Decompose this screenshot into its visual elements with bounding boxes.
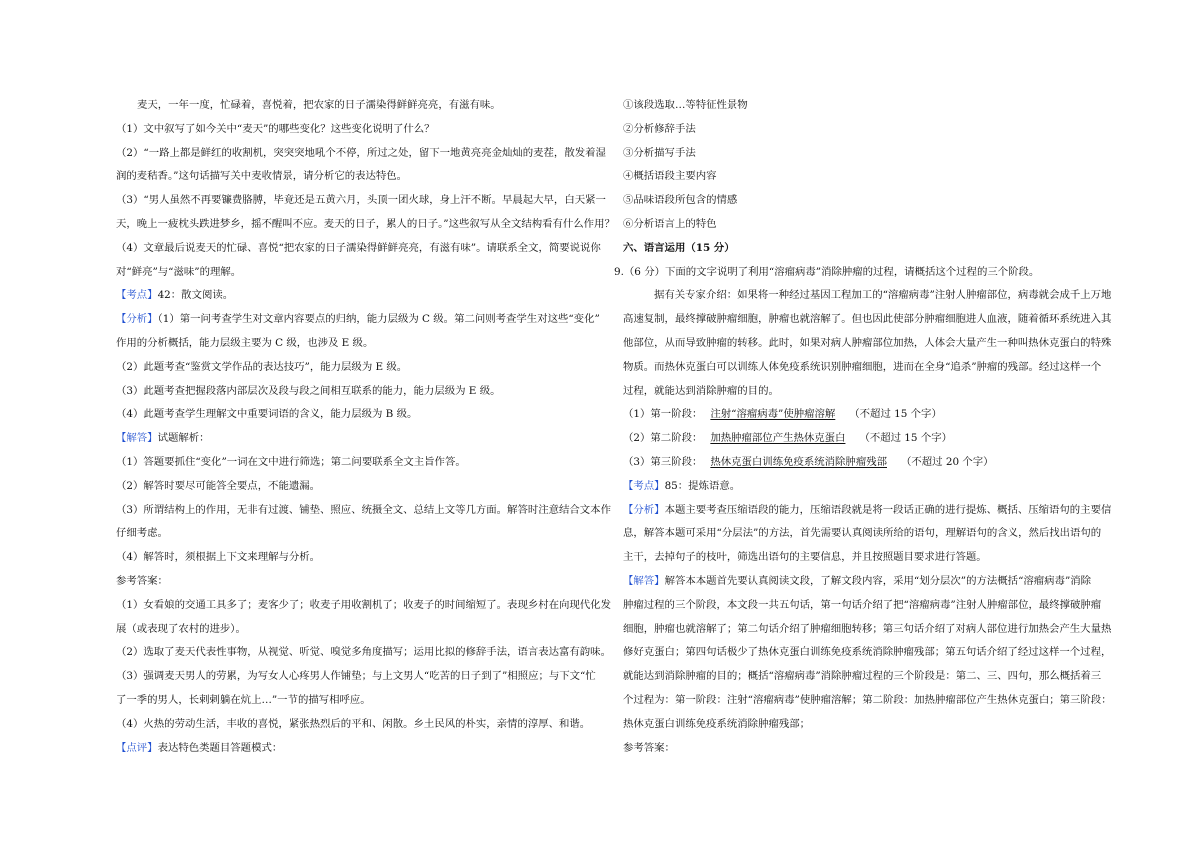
question-9: 9.（6 分）下面的文字说明了利用“溶瘤病毒”消除肿瘤的过程，请概括这个过程的三个阶段。 bbox=[614, 265, 1040, 278]
line-text: （2）解答时要尽可能答全要点，不能遗漏。 bbox=[116, 479, 321, 492]
passage-line: 据有关专家介绍：如果将一种经过基因工程加工的“溶瘤病毒”注射人肿瘤部位，病毒就会成千上万地 bbox=[654, 289, 1112, 302]
text-line bbox=[116, 641, 611, 665]
line-text: 麦天，一年一度，忙碌着，喜悦着，把农家的日子濡染得鲜鲜亮亮，有滋有味。 bbox=[137, 99, 501, 111]
line-text: （3）此题考查把握段落内部层次及段与段之间相互联系的能力，能力层级为 E 级。 bbox=[116, 384, 501, 397]
text-line bbox=[116, 570, 589, 594]
line-text: （4）此题考查学生理解文中重要词语的含义，能力层级为 B 级。 bbox=[116, 408, 418, 421]
line-text: （1）答题要抓住“变化”一词在文中进行筛选；第二问要联系全文主旨作答。 bbox=[116, 455, 466, 468]
left-column bbox=[116, 94, 615, 760]
text-line bbox=[623, 594, 1102, 618]
text-line bbox=[116, 356, 589, 380]
text-line bbox=[623, 737, 1086, 761]
passage-line: 物质。而热休克蛋白可以训练人体免疫系统识别肿瘤细胞，进而在全身“追杀”肿瘤的残部。经过这样一个 bbox=[623, 360, 1102, 373]
line-text: （1）女看娘的交通工具多了；麦客少了；收麦子用收割机了；收麦子的时间缩短了。表现乡村在向现代化发 bbox=[116, 598, 611, 611]
line-text: 息，解答本题可采用“分层法”的方法，首先需要认真阅读所给的语句，理解语句的含义，然后找出语句的 bbox=[623, 527, 1102, 540]
line-text: （2）此题考查“鉴赏文学作品的表达技巧”，能力层级为 E 级。 bbox=[116, 360, 408, 373]
line-text: 表达特色类题目答题模式： bbox=[157, 741, 283, 754]
line-text: 展（或表现了农村的进步）。 bbox=[116, 622, 246, 635]
text-line bbox=[116, 165, 589, 189]
text-line bbox=[623, 546, 1086, 570]
line-text: 作用的分析概括，能力层级主要为 C 级，也涉及 E 级。 bbox=[116, 336, 374, 349]
line-text: 本题主要考查压缩语段的能力，压缩语段就是将一段话正确的进行提炼、概括、压缩语句的主要信 bbox=[664, 503, 1112, 516]
line-text: 仔细考虑。 bbox=[116, 527, 168, 540]
list-item: ①该段选取…等特征性景物 bbox=[623, 99, 748, 111]
text-line bbox=[116, 142, 606, 166]
section-tag: 【点评】 bbox=[116, 741, 158, 754]
line-text: （2）选取了麦天代表性事物，从视觉、听觉、嗅觉多角度描写；运用比拟的修辞手法，语言表达富有韵味。 bbox=[116, 646, 611, 659]
text-line bbox=[116, 380, 589, 404]
text-line bbox=[116, 522, 589, 546]
text-line bbox=[116, 451, 589, 475]
text-line bbox=[116, 261, 589, 285]
line-text: 肿瘤过程的三个阶段，本文段一共五句话，第一句话介绍了把“溶瘤病毒”注射人肿瘤部位，最终撑破肿瘤 bbox=[623, 598, 1102, 611]
section-heading: 六、语言运用（15 分） bbox=[623, 241, 735, 254]
passage-line: 他部位，从而导致肿瘤的转移。此时，如果对病人肿瘤部位加热，人体会大量产生一种叫热休克蛋白的特殊 bbox=[623, 336, 1112, 349]
text-line bbox=[116, 427, 589, 451]
section-tag: 【分析】 bbox=[623, 503, 665, 516]
text-line bbox=[116, 689, 589, 713]
stage-label: （2）第二阶段： bbox=[623, 432, 703, 445]
line-text: 热休克蛋白训练免疫系统消除肿瘤残部； bbox=[623, 717, 811, 730]
text-line bbox=[623, 522, 1102, 546]
list-item: ④概括语段主要内容 bbox=[623, 170, 717, 183]
text-line bbox=[116, 189, 606, 213]
line-text: 个过程为：第一阶段：注射“溶瘤病毒”使肿瘤溶解；第二阶段：加热肿瘤部位产生热休克蛋白；第三阶段： bbox=[623, 693, 1112, 706]
stage-line bbox=[623, 427, 1086, 451]
text-line bbox=[116, 618, 589, 642]
list-item: ③分析描写手法 bbox=[623, 146, 696, 159]
stage-line bbox=[623, 451, 1086, 475]
passage-line: 过程，就能达到消除肿瘤的目的。 bbox=[623, 384, 779, 397]
section-tag: 【解答】 bbox=[116, 432, 158, 445]
stage-answer: 加热肿瘤部位产生热休克蛋白 bbox=[710, 432, 846, 445]
stage-label: （1）第一阶段： bbox=[623, 408, 703, 421]
text-line bbox=[116, 665, 596, 689]
list-item: ⑥分析语言上的特色 bbox=[623, 217, 717, 230]
line-text: 对“鲜亮”与“滋味”的理解。 bbox=[116, 265, 242, 278]
list-item: ②分析修辞手法 bbox=[623, 122, 696, 135]
text-line bbox=[116, 118, 589, 142]
text-line bbox=[116, 332, 589, 356]
line-text: （1）第一问考查学生对文章内容要点的归纳，能力层级为 C 级。第二问则考查学生对这些“变化” bbox=[157, 313, 600, 326]
text-line bbox=[116, 213, 615, 237]
stage-limit: （不超过 20 个字） bbox=[901, 455, 994, 468]
line-text: 天，晚上一疲枕头跌进梦乡，摇不醒叫不应。麦天的日子，累人的日子。”这些叙写从全文结构看有什么作用？ bbox=[116, 217, 615, 230]
text-line bbox=[623, 499, 1112, 523]
line-text: 解答本本题首先要认真阅读文段，了解文段内容，采用“划分层次”的方法概括“溶瘤病毒”消除 bbox=[664, 574, 1092, 587]
line-text: 参考答案： bbox=[116, 574, 168, 587]
text-line bbox=[623, 665, 1102, 689]
text-line bbox=[623, 618, 1112, 642]
line-text: 了一季的男人，长剌剌躺在炕上…”一节的描写相呼应。 bbox=[116, 693, 371, 706]
line-text: （4）火热的劳动生活，丰收的喜悦，紧张热烈后的平和、闲散。乡土民风的朴实，亲情的淳厚、和谐。 bbox=[116, 717, 591, 730]
list-item: ⑤品味语段所包含的情感 bbox=[623, 194, 738, 207]
line-text: 就能达到消除肿瘤的目的；概括“溶瘤病毒”消除肿瘤过程的三个阶段是：第二、三、四句，那么概括着三 bbox=[623, 670, 1102, 683]
passage-line: 高速复制，最终撑破肿瘤细胞，肿瘤也就溶解了。但也因此使部分肿瘤细胞进人血液，随着循环系统进入其 bbox=[623, 313, 1112, 326]
line-text: 试题解析： bbox=[157, 432, 210, 445]
text-line bbox=[116, 713, 589, 737]
right-column bbox=[614, 94, 1112, 760]
line-text: 主干，去掉句子的枝叶，筛选出语句的主要信息，并且按照题目要求进行答题。 bbox=[623, 551, 987, 564]
text-line bbox=[116, 737, 589, 761]
text-line bbox=[623, 570, 1092, 594]
text-line bbox=[116, 594, 611, 618]
line-text: 85：提炼语意。 bbox=[664, 479, 741, 492]
line-text: （4）解答时，须根据上下文来理解与分析。 bbox=[116, 551, 321, 564]
text-line bbox=[623, 641, 1112, 665]
line-text: 细胞，肿瘤也就溶解了；第二句话介绍了肿瘤细胞转移；第三句话介绍了对病人部位进行加热会产生大量热 bbox=[623, 622, 1112, 635]
text-line bbox=[116, 546, 589, 570]
line-text: 参考答案： bbox=[623, 741, 675, 754]
text-line bbox=[116, 308, 600, 332]
stage-limit: （不超过 15 个字） bbox=[849, 408, 942, 421]
line-text: （1）文中叙写了如今关中“麦天”的哪些变化？这些变化说明了什么？ bbox=[116, 122, 435, 135]
text-line bbox=[623, 475, 1086, 499]
text-line bbox=[116, 237, 601, 261]
line-text: （3）强调麦天男人的劳累，为写女人心疼男人作铺垫；与上文男人“吃苦的日子到了”相照应；与下文“忙 bbox=[116, 670, 596, 683]
stage-answer: 热休克蛋白训练免疫系统消除肿瘤残部 bbox=[710, 455, 887, 468]
text-line bbox=[116, 403, 589, 427]
line-text: 42：散文阅读。 bbox=[157, 289, 234, 302]
line-text: 修好克蛋白；第四句话极少了热休克蛋白训练免疫系统消除肿瘤残部；第五句话介绍了经过这样一个过程， bbox=[623, 646, 1112, 659]
text-line bbox=[623, 713, 1086, 737]
stage-answer: 注射“溶瘤病毒”使肿瘤溶解 bbox=[710, 408, 836, 421]
stage-limit: （不超过 15 个字） bbox=[859, 432, 952, 445]
line-text: （2）“一路上都是鲜红的收割机，突突突地吼个不停，所过之处，留下一地黄亮亮金灿灿的麦茬，散发着湿 bbox=[116, 146, 606, 159]
stage-line bbox=[623, 403, 1086, 427]
text-line bbox=[116, 284, 589, 308]
section-tag: 【考点】 bbox=[623, 479, 665, 492]
line-text: （3）所谓结构上的作用，无非有过渡、铺垫、照应、统摄全文、总结上文等几方面。解答时注意结合文本作 bbox=[116, 503, 611, 516]
section-tag: 【考点】 bbox=[116, 289, 158, 302]
text-line bbox=[116, 499, 611, 523]
line-text: （3）“男人虽然不再要镰费胳膊，毕竟还是五黄六月，头顶一团火球，身上汗不断。早晨起大早，白天紧一 bbox=[116, 194, 606, 207]
line-text: 润的麦秸香。”这句话描写关中麦收情景，请分析它的表达特色。 bbox=[116, 170, 408, 183]
text-line bbox=[623, 689, 1112, 713]
section-tag: 【分析】 bbox=[116, 313, 158, 326]
text-line bbox=[116, 475, 589, 499]
line-text: （4）文章最后说麦天的忙碌、喜悦“把农家的日子濡染得鲜鲜亮亮，有滋有味”。请联系全文，简要说说你 bbox=[116, 241, 601, 254]
text-line bbox=[116, 94, 589, 118]
stage-label: （3）第三阶段： bbox=[623, 455, 703, 468]
section-tag: 【解答】 bbox=[623, 574, 665, 587]
